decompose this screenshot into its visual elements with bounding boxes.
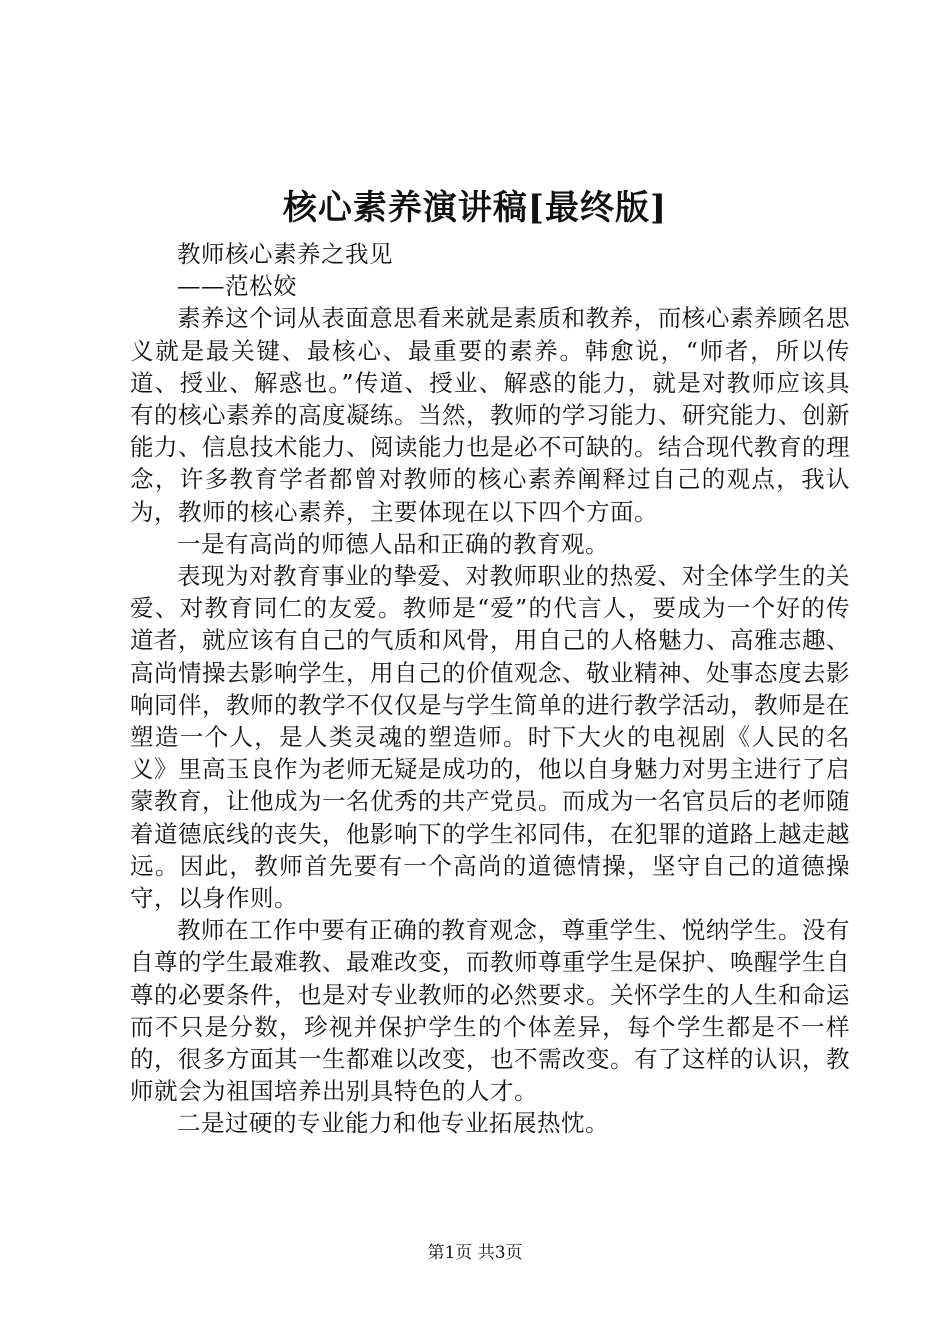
section-heading-paragraph: 二是过硬的专业能力和他专业拓展热忱。: [177, 1109, 609, 1138]
page-footer: 第1页 共3页: [427, 1243, 523, 1263]
section-heading-paragraph: 一是有高尚的师德人品和正确的教育观。: [177, 529, 609, 558]
body-paragraph: 表现为对教育事业的挚爱、对教师职业的热爱、对全体学生的关爱、对教育同仁的友爱。教师是“爱”的代言人，要成为一个好的传道者，就应该有自己的气质和风骨，用自己的人格魅力、高雅志趣、高尚情操去影响学生，用自己的价值观念、敬业精神、处事态度去影响同伴，教师的教学不仅仅是与学生简单的进行教学活动，教师是在塑造一个人，是人类灵魂的塑造师。时下大火的电视剧《人民的名义》里高玉良作为老师无疑是成功的，他以自身魅力对男主进行了启蒙教育，让他成为一名优秀的共产党员。而成为一名官员后的老师随着道德底线的丧失，他影响下的学生祁同伟，在犯罪的道路上越走越远。因此，教师首先要有一个高尚的道德情操，坚守自己的道德操守，以身作则。: [130, 562, 850, 913]
document-title: 核心素养演讲稿[最终版]: [282, 188, 668, 228]
body-paragraph: 教师在工作中要有正确的教育观念，尊重学生、悦纳学生。没有自尊的学生最难教、最难改变，而教师尊重学生是保护、唤醒学生自尊的必要条件，也是对专业教师的必然要求。关怀学生的人生和命运而不只是分数，珍视并保护学生的个体差异，每个学生都是不一样的，很多方面其一生都难以改变，也不需改变。有了这样的认识，教师就会为祖国培养出别具特色的人才。: [130, 916, 850, 1106]
author-paragraph: ——范松姣: [177, 272, 297, 301]
body-paragraph: 素养这个词从表面意思看来就是素质和教养，而核心素养顾名思义就是最关键、最核心、最重要的素养。韩愈说，“师者，所以传道、授业、解惑也。”传道、授业、解惑的能力，就是对教师应该具有的核心素养的高度凝练。当然，教师的学习能力、研究能力、创新能力、信息技术能力、阅读能力也是必不可缺的。结合现代教育的理念，许多教育学者都曾对教师的核心素养阐释过自己的观点，我认为，教师的核心素养，主要体现在以下四个方面。: [130, 304, 850, 526]
document-body: [130, 238, 850, 1140]
subtitle-paragraph: 教师核心素养之我见: [177, 240, 393, 268]
